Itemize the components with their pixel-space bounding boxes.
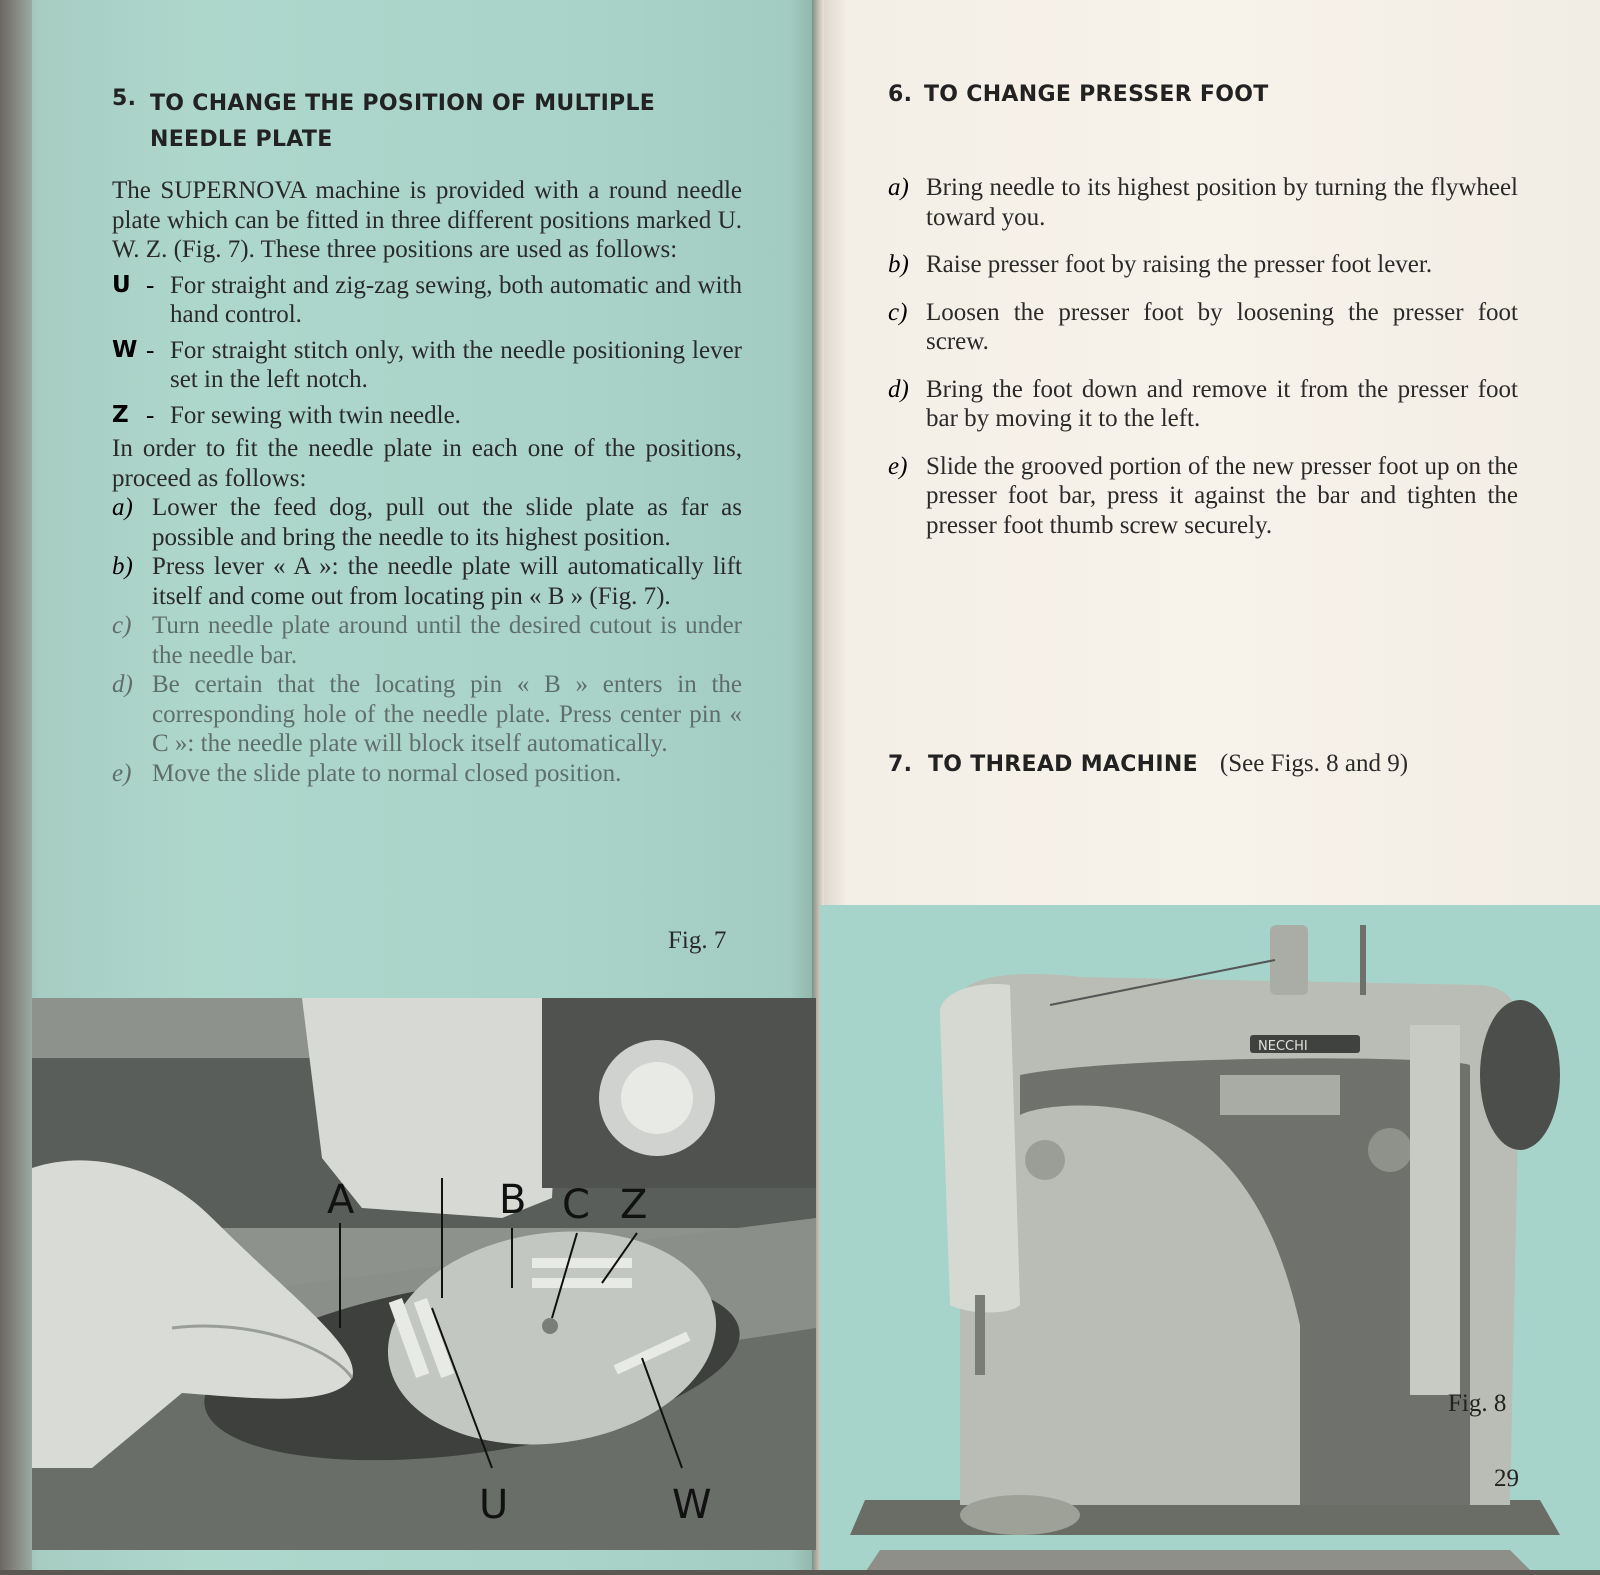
step-letter: a) [112,494,133,521]
needle-plate-illustration [32,998,816,1550]
step-text: Be certain that the locating pin « B » enters in the corresponding hole of the needle plate. Press center pin « C »: the needle plate will block itself automatically. [152,671,742,757]
sewing-machine-illustration [820,905,1600,1570]
section-number: 6. [888,82,913,107]
dash: - [146,336,155,364]
section-7-title [888,750,1408,778]
label-w: W [672,1482,712,1528]
dash: - [146,401,155,429]
section-5-title [112,86,742,158]
step-letter: c) [112,612,132,639]
step-letter: c) [888,298,908,326]
fig-8-caption: Fig. 8 [1448,1390,1507,1417]
step-text: Turn needle plate around until the desired cutout is under the needle bar. [152,612,742,669]
step-c [888,298,1518,357]
label-u: U [479,1482,509,1528]
step-text: Raise presser foot by raising the presser foot lever. [926,251,1433,278]
step-text: Loosen the presser foot by loosening the presser foot screw. [926,298,1518,355]
step-e [112,759,742,789]
fig-7-caption: Fig. 7 [668,927,727,954]
step-text: Lower the feed dog, pull out the slide plate as far as possible and bring the needle to its highest position. [152,494,742,551]
step-a [112,493,742,552]
book-edge [0,0,32,1570]
label-b: B [499,1177,527,1223]
section-6 [888,82,1518,558]
position-desc: For sewing with twin needle. [170,401,461,429]
order-paragraph: In order to fit the needle plate in each one of the positions, proceed as follows: [112,435,742,492]
step-letter: d) [112,671,133,698]
section-5 [112,86,742,788]
section-title-text [150,86,655,158]
fig-7-photo [32,998,816,1550]
section-number: 7. [888,752,913,777]
step-c [112,611,742,670]
label-a: A [327,1177,355,1223]
step-text: Move the slide plate to normal closed position. [152,759,622,787]
see-figures-note: (See Figs. 8 and 9) [1219,750,1409,777]
position-z [112,401,742,431]
step-b [888,250,1518,280]
dash: - [146,271,155,299]
position-key: U [112,271,131,298]
section-number: 5. [112,86,137,111]
title-line-2: NEEDLE PLATE [150,127,333,152]
section-title-text: TO CHANGE PRESSER FOOT [924,82,1269,107]
step-text: Bring needle to its highest position by turning the flywheel toward you. [926,174,1518,231]
position-desc: For straight stitch only, with the needle positioning lever set in the left notch. [170,336,742,393]
section-6-title [888,82,1518,107]
step-letter: b) [112,553,133,580]
step-text: Slide the grooved portion of the new presser foot up on the presser foot bar, press it against the bar and tighten the presser foot thumb screw securely. [926,452,1518,539]
title-line-1: TO CHANGE THE POSITION OF MULTIPLE [150,91,656,116]
position-u [112,271,742,330]
label-c: C [562,1182,590,1228]
step-text: Bring the foot down and remove it from the presser foot bar by moving it to the left. [926,375,1518,432]
step-letter: e) [112,759,132,787]
step-letter: e) [888,452,908,480]
position-key: W [112,336,138,363]
step-letter: d) [888,375,909,403]
step-letter: a) [888,174,909,201]
step-text: Press lever « A »: the needle plate will automatically lift itself and come out from locating pin « B » (Fig. 7). [152,553,742,610]
position-key: Z [112,401,129,428]
position-desc: For straight and zig-zag sewing, both automatic and with hand control. [170,271,742,328]
label-z: Z [620,1182,648,1228]
necchi-brand-label: NECCHI [1258,1039,1308,1054]
step-e [888,452,1518,541]
fig-8-photo [820,905,1600,1570]
step-b [112,552,742,611]
intro-paragraph: The SUPERNOVA machine is provided with a round needle plate which can be fitted in three different positions marked U. W. Z. (Fig. 7). These three positions are used as follows: [112,177,742,263]
section-title-text: TO THREAD MACHINE [928,752,1198,777]
step-d [888,375,1518,434]
step-letter: b) [888,251,909,278]
step-d [112,670,742,759]
position-w [112,336,742,395]
section-6-steps [888,173,1518,540]
step-a [888,173,1518,232]
page-number: 29 [1494,1465,1519,1492]
